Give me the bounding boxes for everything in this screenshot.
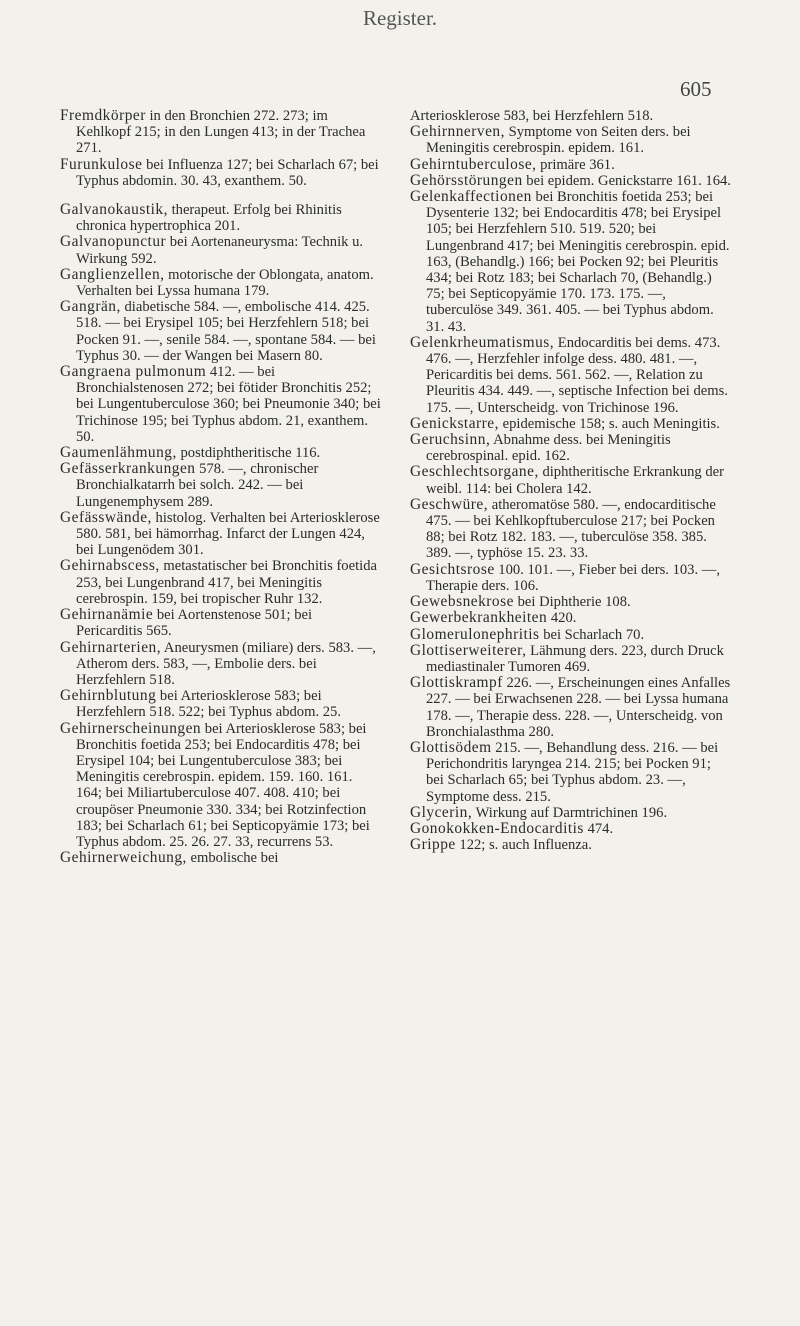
entry-references: bei Bronchitis foetida 253; bei Dysenterie 132; bei Endocarditis 478; bei Erysipel 105; bei Herzfehlern 510. 519. 520; bei Lungenbrand 417; bei Meningitis cerebrospin. epid. 163, (Behandlg.) 166; bei Pocken 92; bei Pleuritis 434; bei Rotz 183; bei Scharlach 70, (Behandlg.) 75; bei Septicopyämie 170. 173. 175. —, tuberculöse 349. 361. 405. — bei Typhus abdom. 31. 43. bbox=[426, 189, 730, 335]
index-entry bbox=[60, 510, 382, 559]
index-entry bbox=[60, 721, 382, 851]
index-entry bbox=[410, 610, 732, 626]
entry-headword: Gewebsnekrose bbox=[410, 593, 514, 611]
entry-references: 226. —, Erscheinungen eines Anfalles 227. — bei Erwachsenen 228. — bei Lyssa humana 178. —, Therapie dess. 228. —, Unterscheidg. von Bronchialasthma 280. bbox=[426, 675, 731, 740]
entry-headword: Gaumenlähmung, bbox=[60, 444, 177, 462]
entry-references: embolische bei bbox=[186, 850, 279, 867]
index-entry bbox=[410, 157, 732, 173]
index-entry bbox=[60, 688, 382, 720]
entry-references: Abnahme dess. bei Meningitis cerebrospinal. epid. 162. bbox=[426, 432, 671, 465]
index-entry bbox=[60, 445, 382, 461]
entry-references: primäre 361. bbox=[536, 156, 615, 173]
entry-references: postdiphtheritische 116. bbox=[176, 445, 321, 462]
index-entry bbox=[60, 607, 382, 639]
index-entry bbox=[60, 108, 382, 157]
entry-references: diphtheritische Erkrankung der weibl. 114: bei Cholera 142. bbox=[426, 464, 725, 497]
entry-references: Endocarditis bei dems. 473. 476. —, Herzfehler infolge dess. 480. 481. —, Pericarditis bei dems. 561. 562. —, Relation zu Pleuritis 434. 449. —, septische Infection bei dems. 175. —, Unterscheidg. von Trichinose 196. bbox=[426, 334, 728, 416]
entry-headword: Gehirnarterien, bbox=[60, 638, 162, 656]
index-entry bbox=[410, 497, 732, 562]
entry-headword: Gelenkaffectionen bbox=[410, 188, 532, 206]
index-entry bbox=[410, 821, 732, 837]
entry-headword: Furunkulose bbox=[60, 155, 143, 173]
entry-headword: Fremdkörper bbox=[60, 107, 146, 124]
index-entry bbox=[60, 234, 382, 266]
index-entry bbox=[410, 594, 732, 610]
index-entry bbox=[410, 464, 732, 496]
entry-headword: Gehirnerscheinungen bbox=[60, 719, 202, 737]
index-entry bbox=[60, 850, 382, 866]
index-entry bbox=[410, 416, 732, 432]
index-entry bbox=[410, 335, 732, 416]
entry-references: bei Arteriosklerose 583; bei Herzfehlern 518. 522; bei Typhus abdom. 25. bbox=[76, 688, 341, 721]
entry-references: 474. bbox=[583, 820, 614, 837]
entry-headword: Gelenkrheumatismus, bbox=[410, 333, 555, 351]
entry-headword: Galvanokaustik, bbox=[60, 201, 168, 219]
index-entry bbox=[60, 461, 382, 510]
entry-references: 578. —, chronischer Bronchialkatarrh bei solch. 242. — bei Lungenemphysem 289. bbox=[76, 461, 319, 510]
entry-headword: Grippe bbox=[410, 836, 456, 854]
index-entry bbox=[410, 740, 732, 805]
index-entry bbox=[410, 627, 732, 643]
entry-references: atheromatöse 580. —, endocarditische 475. — bei Kehlkopftuberculose 217; bei Pocken 88; bei Rotz 182. 183. —, tuberculöse 358. 385. 389. —, typhöse 15. 23. 33. bbox=[426, 496, 716, 562]
entry-headword: Gefässwände, bbox=[60, 508, 152, 526]
entry-references: histolog. Verhalten bei Arteriosklerose 580. 581, bei hämorrhag. Infarct der Lungen 424, bei Lungenödem 301. bbox=[76, 509, 380, 559]
index-entry bbox=[410, 124, 732, 156]
entry-references: bei Influenza 127; bei Scharlach 67; bei Typhus abdomin. 30. 43, exanthem. 50. bbox=[76, 156, 379, 189]
index-entry bbox=[60, 640, 382, 689]
entry-references: bei Scharlach 70. bbox=[539, 626, 645, 643]
entry-headword: Geschwüre, bbox=[410, 495, 489, 513]
index-entry bbox=[60, 364, 382, 445]
index-entry bbox=[410, 562, 732, 594]
index-entry bbox=[410, 108, 732, 124]
entry-references: Aneurysmen (miliare) ders. 583. —, Atherom ders. 583, —, Embolie ders. bei Herzfehlern 518. bbox=[76, 639, 376, 688]
entry-references: Wirkung auf Darmtrichinen 196. bbox=[472, 804, 668, 821]
entry-headword: Gehirnblutung bbox=[60, 687, 157, 705]
entry-headword: Glottiserweiterer, bbox=[410, 641, 527, 659]
entry-references: 420. bbox=[547, 610, 577, 627]
index-entry bbox=[60, 299, 382, 364]
entry-references: bei Aortenstenose 501; bei Pericarditis 565. bbox=[76, 607, 313, 640]
entry-headword: Gehirnabscess, bbox=[60, 557, 160, 575]
entry-headword: Glomerulonephritis bbox=[410, 625, 540, 643]
index-entry bbox=[410, 837, 732, 853]
left-column bbox=[60, 108, 382, 866]
index-entry bbox=[60, 202, 382, 234]
entry-references: epidemische 158; s. auch Meningitis. bbox=[498, 415, 720, 432]
index-entry bbox=[60, 267, 382, 299]
entry-headword: Gehirntuberculose, bbox=[410, 155, 537, 173]
entry-references: Symptome von Seiten ders. bei Meningitis cerebrospin. epidem. 161. bbox=[426, 124, 691, 157]
entry-headword: Gefässerkrankungen bbox=[60, 460, 196, 478]
right-column bbox=[410, 108, 732, 853]
page-number: 605 bbox=[680, 77, 712, 101]
entry-headword: Gewerbekrankheiten bbox=[410, 609, 548, 627]
entry-headword: Ganglienzellen, bbox=[60, 265, 165, 283]
entry-headword: Geruchsinn, bbox=[410, 431, 491, 449]
entry-references: bei Arteriosklerose 583; bei Bronchitis foetida 253; bei Endocarditis 478; bei Erysipel 104; bei Lungentuberculose 383; bei Meningitis cerebrospin. epidem. 159. 160. 161. 164; bei Miliartuberculose 407. 408. 410; bei croupöser Pneumonie 330. 334; bei Rotzinfection 183; bei Scharlach 61; bei Septicopyämie 173; bei Typhus abdom. 25. 26. 27. 33, recurrens 53. bbox=[76, 720, 370, 850]
entry-headword: Gonokokken-Endocarditis bbox=[410, 819, 584, 837]
entry-references: therapeut. Erfolg bei Rhinitis chronica hypertrophica 201. bbox=[76, 202, 342, 235]
entry-headword: Gesichtsrose bbox=[410, 560, 495, 578]
entry-references: bei Aortenaneurysma: Technik u. Wirkung 592. bbox=[76, 234, 364, 267]
index-entry bbox=[410, 805, 732, 821]
entry-references: metastatischer bei Bronchitis foetida 253, bei Lungenbrand 417, bei Meningitis cerebrospin. 159, bei tropischer Ruhr 132. bbox=[76, 558, 377, 607]
index-entry bbox=[60, 558, 382, 607]
entry-headword: Glottisödem bbox=[410, 738, 492, 756]
entry-headword: Genickstarre, bbox=[410, 414, 499, 432]
entry-headword: Gehirnanämie bbox=[60, 606, 154, 624]
running-header: Register. bbox=[362, 6, 438, 30]
index-entry bbox=[60, 157, 382, 189]
entry-references: 122; s. auch Influenza. bbox=[455, 837, 592, 854]
entry-references: Arteriosklerose 583, bei Herzfehlern 518. bbox=[410, 108, 654, 124]
index-entry bbox=[410, 432, 732, 464]
entry-references: 412. — bei Bronchialstenosen 272; bei fötider Bronchitis 252; bei Lungentuberculose 360; bei Pneumonie 340; bei Trichinose 195; bei Typhus abdom. 21, exanthem. 50. bbox=[76, 364, 381, 445]
entry-headword: Galvanopunctur bbox=[60, 233, 167, 251]
entry-references: bei epidem. Genickstarre 161. 164. bbox=[522, 172, 731, 189]
entry-headword: Gehirnerweichung, bbox=[60, 849, 187, 867]
entry-headword: Glycerin, bbox=[410, 803, 473, 821]
entry-headword: Glottiskrampf bbox=[410, 674, 503, 692]
index-entry bbox=[410, 643, 732, 675]
index-entry bbox=[410, 173, 732, 189]
index-entry bbox=[410, 189, 732, 335]
entry-headword: Gangrän, bbox=[60, 298, 121, 316]
entry-headword: Geschlechtsorgane, bbox=[410, 463, 539, 481]
entry-headword: Gehirnnerven, bbox=[410, 123, 505, 141]
entry-references: diabetische 584. —, embolische 414. 425. 518. — bei Erysipel 105; bei Herzfehlern 518; bei Pocken 91. —, senile 584. —, spontane 584. — bei Typhus 30. — der Wangen bei Masern 80. bbox=[76, 299, 376, 364]
entry-headword: Gangraena pulmonum bbox=[60, 363, 207, 381]
entry-references: bei Diphtherie 108. bbox=[513, 594, 631, 611]
entry-references: motorische der Oblongata, anatom. Verhalten bei Lyssa humana 179. bbox=[76, 266, 374, 300]
entry-headword: Gehörsstörungen bbox=[410, 171, 523, 189]
entry-references: 215. —, Behandlung dess. 216. — bei Perichondritis laryngea 214. 215; bei Pocken 91; bei Scharlach 65; bei Typhus abdom. 23. —, Symptome dess. 215. bbox=[426, 739, 719, 805]
entry-references: in den Bronchien 272. 273; im Kehlkopf 215; in den Lungen 413; in der Trachea 271. bbox=[76, 108, 366, 157]
entry-references: 100. 101. —, Fieber bei ders. 103. —, Therapie ders. 106. bbox=[426, 561, 721, 594]
entry-references: Lähmung ders. 223, durch Druck mediastinaler Tumoren 469. bbox=[426, 642, 724, 675]
index-entry bbox=[410, 675, 732, 740]
